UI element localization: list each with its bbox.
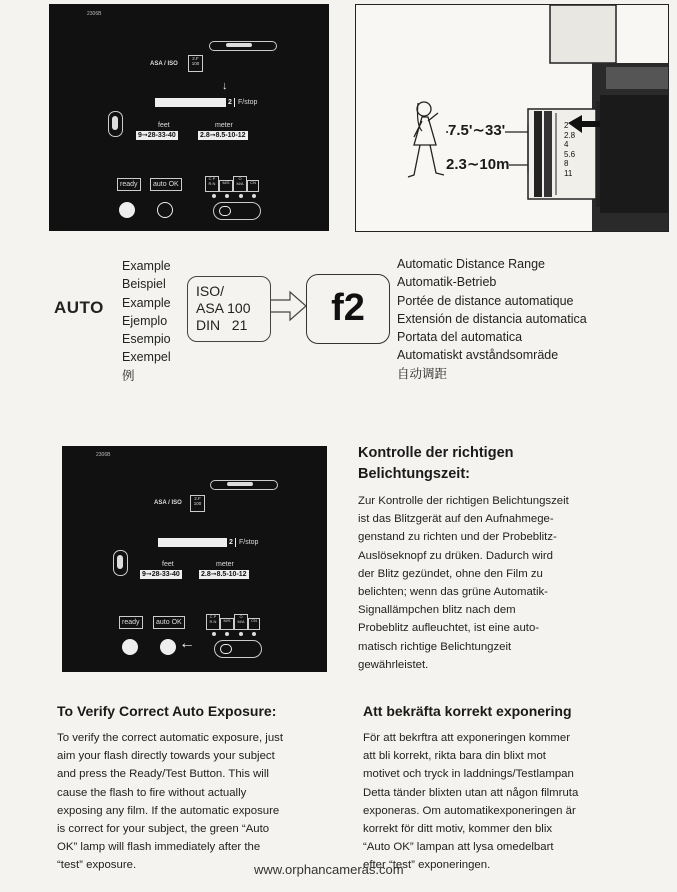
mode-slider[interactable] [209, 41, 277, 51]
flash-panel-top [49, 4, 329, 231]
camera-and-subject-illustration [356, 5, 668, 231]
auto-ok-button[interactable]: auto OK [153, 616, 185, 629]
english-paragraph: To verify the correct automatic exposure, just aim your flash directly towards your subject and press the Ready/Test Button. This will cause the flash to fire without actually exposing any film. If the automatic exposure is correct for your subject, the green “Auto OK” lamp will flash immediately after the “test” exposure. [57, 732, 284, 872]
mode-selector-switch[interactable] [214, 640, 262, 658]
model-number: 2306B [96, 452, 111, 458]
arrow-left-icon: ← [179, 635, 195, 652]
range-meter: 2.3∼10m [446, 156, 510, 173]
range-feet: 7.5'∼33' [448, 122, 506, 139]
english-heading: To Verify Correct Auto Exposure: [57, 703, 277, 719]
power-knob[interactable] [113, 550, 128, 576]
feet-scale: 9➞28-33-40 [138, 132, 176, 139]
mode-indicator-dots [212, 194, 256, 198]
f2-box: f2 [306, 274, 390, 344]
fstop-label: F/stop [238, 99, 258, 106]
footer-watermark: www.orphancameras.com [254, 862, 404, 877]
feet-scale: 9➞28-33-40 [142, 571, 180, 578]
mode-box: CN [247, 180, 259, 192]
fstop-value: 2 [227, 538, 235, 547]
fstop-label: F/stop [239, 539, 259, 546]
mode-box: M/S [219, 180, 233, 192]
swedish-heading: Att bekräfta korrekt exponering [363, 703, 572, 719]
asa-setting-box[interactable]: 2.F 100 [190, 495, 205, 512]
ready-lamp [122, 639, 138, 655]
auto-ok-button[interactable]: auto OK [150, 178, 182, 191]
ready-button[interactable]: ready [117, 178, 141, 191]
flash-panel-bottom [62, 446, 327, 672]
lens-range-diagram [355, 4, 669, 232]
ready-button[interactable]: ready [119, 616, 143, 629]
arrow-right-icon [270, 290, 308, 322]
mode-box: O M/A [234, 614, 248, 630]
german-paragraph: Zur Kontrolle der richtigen Belichtungszeit ist das Blitzgerät auf den Aufnahmege- genstand zu richten und der Probeblitz- Auslöseknopf zu drüken. Dadurch wird der Blitz gezündet, ohne den Film zu belichten; wenn das grüne Automatik- Signallämpchen blitz nach dem Probeblitz aufleuchtet, ist eine auto- matisch richtige Belichtungzeit gewährleistet. [358, 495, 569, 671]
arrow-down-icon: ↓ [222, 80, 228, 92]
fstop-scale-bar [155, 98, 235, 107]
auto-ok-lamp [160, 639, 176, 655]
auto-mode-label: AUTO [54, 298, 104, 317]
german-heading: Kontrolle der richtigen Belichtungszeit: [358, 445, 514, 482]
power-knob[interactable] [108, 111, 123, 137]
mode-indicator-dots [212, 632, 256, 636]
swedish-paragraph: För att bekrftra att exponeringen kommer att bli korrekt, rikta bara din blixt mot motivet och tryck in laddnings/Testlampan Detta tänder blixten utan att någon filmruta exponeras. Om automatikexponeringen är korrekt för ditt motiv, kommer den blix “Auto OK” lampan att lysa omedelbart efter “test” exponeringen. [363, 732, 579, 872]
auto-ok-lamp [157, 202, 173, 218]
iso-setting-box: ISO/ ASA 100 DIN 21 [187, 276, 271, 342]
model-number: 2306B [87, 11, 102, 17]
mode-slider[interactable] [210, 480, 278, 490]
meter-scale: 2.8➞8.5-10-12 [201, 571, 247, 578]
fstop-scale-bar [158, 538, 236, 547]
fstop-value: 2 [226, 98, 234, 107]
asa-setting-box[interactable]: 2.F 100 [188, 55, 203, 72]
example-words: Example Beispiel Example Ejemplo Esempio Exempel 例 [122, 259, 171, 383]
mode-box: C P R.N [206, 614, 220, 630]
feet-label: feet [162, 561, 174, 568]
mode-box: CN [248, 618, 260, 630]
ready-lamp [119, 202, 135, 218]
feet-label: feet [158, 122, 170, 129]
meter-label: meter [216, 561, 234, 568]
mode-box: M/S [220, 618, 234, 630]
asa-label: ASA / ISO [150, 61, 178, 67]
meter-label: meter [215, 122, 233, 129]
mode-selector-switch[interactable] [213, 202, 261, 220]
meter-scale: 2.8➞8.5-10-12 [200, 132, 246, 139]
aperture-scale: 2 2.8 4 5.6 8 11 [564, 121, 576, 178]
mode-box: O M/A [233, 176, 247, 192]
mode-box: C P R.N [205, 176, 219, 192]
asa-label: ASA / ISO [154, 500, 182, 506]
auto-range-descriptions: Automatic Distance Range Automatik-Betrieb Portée de distance automatique Extensión de distancia automatica Portata del automatica Automatiskt avståndsomräde 自动调距 [397, 257, 587, 381]
